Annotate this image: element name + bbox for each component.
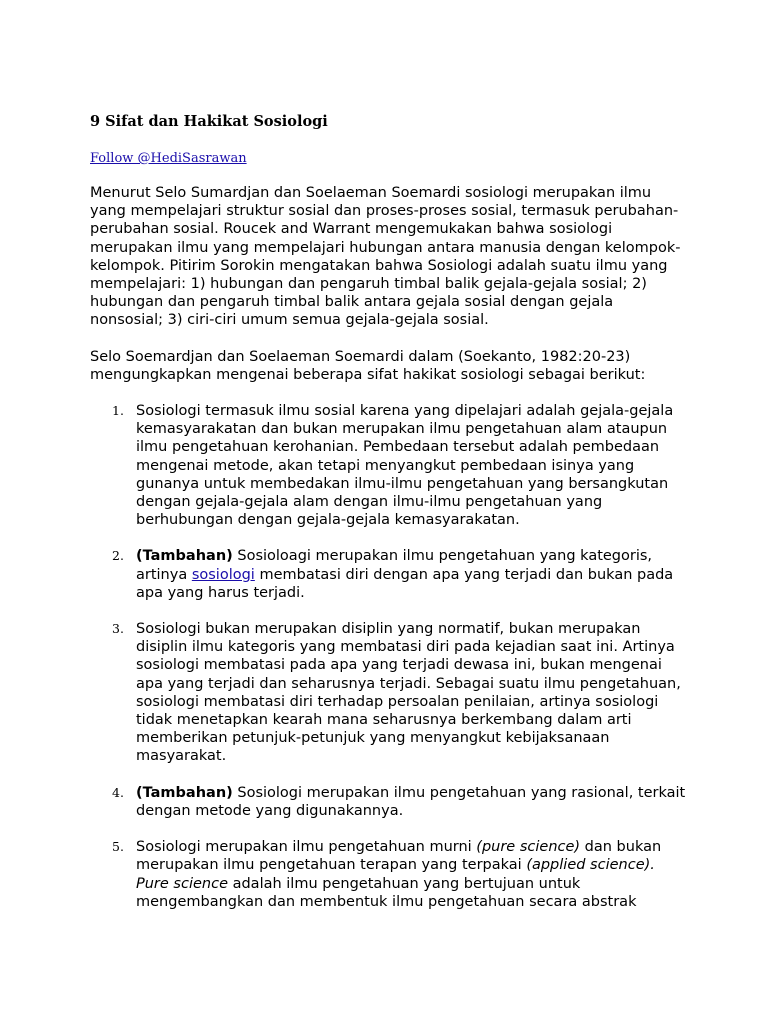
- list-item-text: adalah ilmu pengetahuan yang bertujuan untuk mengembangkan dan membentuk ilmu pengetahuan secara abstrak: [136, 875, 637, 910]
- list-item-text: Sosiologi merupakan ilmu pengetahuan murni: [136, 839, 477, 856]
- list-item-text: Sosiologi merupakan ilmu pengetahuan yang rasional, terkait dengan metode yang digunakannya.: [136, 784, 686, 819]
- list-item-text: Sosioloagi merupakan ilmu pengetahuan yang kategoris, artinya: [136, 548, 653, 583]
- list-item: [90, 838, 690, 911]
- follow-link[interactable]: Follow @HediSasrawan: [90, 151, 247, 166]
- list-item-text: dan bukan merupakan ilmu pengetahuan terapan yang terpakai: [136, 839, 662, 874]
- list-number: 4.: [112, 784, 124, 800]
- list-number: 3.: [112, 621, 124, 637]
- lead-paragraph: Selo Soemardjan dan Soelaeman Soemardi dalam (Soekanto, 1982:20-23) mengungkapkan mengenai beberapa sifat hakikat sosiologi sebagai berikut:: [90, 348, 646, 383]
- document-page: [90, 112, 690, 929]
- list-item-text: Sosiologi termasuk ilmu sosial karena yang dipelajari adalah gejala-gejala kemasyarakatan dan bukan merupakan ilmu pengetahuan alam ataupun ilmu pengetahuan kerohanian. Pembedaan tersebut adalah pembedaan mengenai metode, akan tetapi menyangkut pembedaan isinya yang gunanya untuk membedakan ilmu-ilmu pengetahuan yang bersangkutan dengan gejala-gejala alam dengan ilmu-ilmu pengetahuan yang berhubungan dengan gejala-gejala kemasyarakatan.: [136, 403, 674, 529]
- list-number: 2.: [112, 548, 124, 564]
- list-item-text: membatasi diri dengan apa yang terjadi dan bukan pada apa yang harus terjadi.: [136, 566, 674, 601]
- italic-term: (applied science). Pure science: [136, 857, 655, 892]
- sosiologi-link[interactable]: sosiologi: [191, 566, 255, 583]
- list-number: 1.: [112, 403, 124, 419]
- nature-list: [90, 402, 690, 911]
- list-item: [90, 547, 690, 602]
- list-item: [90, 402, 690, 529]
- article-title: 9 Sifat dan Hakikat Sosiologi: [90, 113, 328, 130]
- list-item: [90, 620, 690, 766]
- italic-term: (pure science): [476, 839, 581, 856]
- list-item: [90, 784, 690, 820]
- tambahan-label: (Tambahan): [136, 548, 233, 565]
- list-item-text: Sosiologi bukan merupakan disiplin yang normatif, bukan merupakan disiplin ilmu kategoris yang membatasi diri pada kejadian saat ini. Artinya sosiologi membatasi pada apa yang terjadi dewasa ini, bukan mengenai apa yang terjadi dan seharusnya terjadi. Sebagai suatu ilmu pengetahuan, sosiologi membatasi diri terhadap persoalan penilaian, artinya sosiologi tidak menetapkan kearah mana seharusnya berkembang dalam arti memberikan petunjuk-petunjuk yang menyangkut kebijaksanaan masyarakat.: [136, 621, 681, 765]
- tambahan-label: (Tambahan): [136, 784, 233, 801]
- intro-paragraph: Menurut Selo Sumardjan dan Soelaeman Soemardi sosiologi merupakan ilmu yang mempelajari struktur sosial dan proses-proses sosial, termasuk perubahan-perubahan sosial. Roucek and Warrant mengemukakan bahwa sosiologi merupakan ilmu yang mempelajari hubungan antara manusia dengan kelompok-kelompok. Pitirim Sorokin mengatakan bahwa Sosiologi adalah suatu ilmu yang mempelajari: 1) hubungan dan pengaruh timbal balik gejala-gejala sosial; 2) hubungan dan pengaruh timbal balik antara gejala sosial dengan gejala nonsosial; 3) ciri-ciri umum semua gejala-gejala sosial.: [90, 185, 681, 329]
- list-number: 5.: [112, 839, 124, 855]
